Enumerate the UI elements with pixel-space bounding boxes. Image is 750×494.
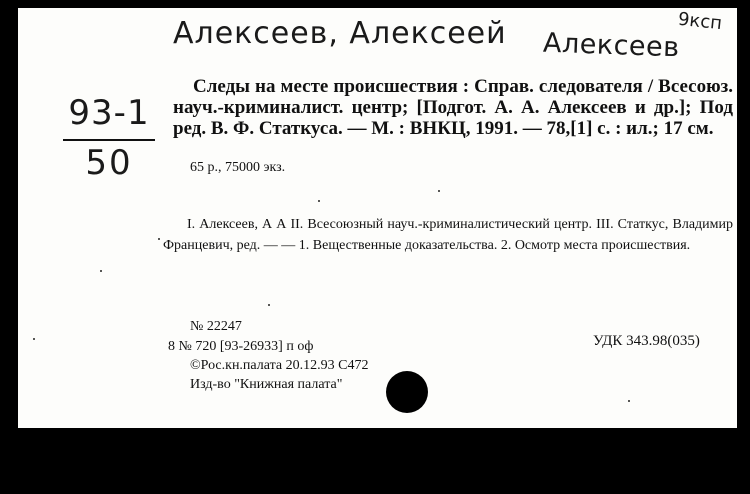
print-run: 65 р., 75000 экз. (190, 160, 286, 175)
speck (158, 238, 160, 240)
handwritten-author-name: Алексеев, Алексеей (173, 16, 507, 51)
handwritten-author-name-right: Алексеев (542, 27, 681, 64)
speck (318, 200, 320, 202)
speck (628, 400, 630, 402)
speck (268, 304, 270, 306)
handwritten-note-small: 9ксп (677, 8, 723, 35)
shelf-mark-top: 93-1 (63, 93, 155, 141)
tracing-text: I. Алексеев, А А II. Всесоюзный науч.-криминалистический центр. III. Статкус, Владимир Францевич, ред. — — 1. Вещественные доказательства. 2. Осмотр места происшествия. (163, 217, 733, 253)
udk-code: УДК 343.98(035) (593, 333, 700, 349)
main-entry-text: Следы на месте происшествия : Справ. следователя / Всесоюз. науч.-криминалист. центр; [Подгот. А. А. Алексеев и др.]; Под ред. В. Ф. Статкуса. — М. : ВНКЦ, 1991. — 78,[1] с. : ил.; 17 см. (173, 76, 733, 139)
main-entry (173, 76, 733, 139)
scan-border (0, 428, 750, 494)
tracing-entries (163, 214, 733, 256)
shelf-mark-bottom: 50 (85, 143, 133, 183)
card-number: 8 № 720 [93-26933] п оф (168, 339, 314, 354)
punch-hole (386, 371, 428, 413)
speck (100, 270, 102, 272)
shelf-mark (63, 93, 155, 183)
speck (438, 190, 440, 192)
copyright-line: ©Рос.кн.палата 20.12.93 С472 (190, 358, 369, 373)
catalog-card (18, 8, 737, 428)
publisher-note: Изд-во "Книжная палата" (190, 377, 343, 392)
registry-number: № 22247 (190, 319, 242, 334)
speck (33, 338, 35, 340)
